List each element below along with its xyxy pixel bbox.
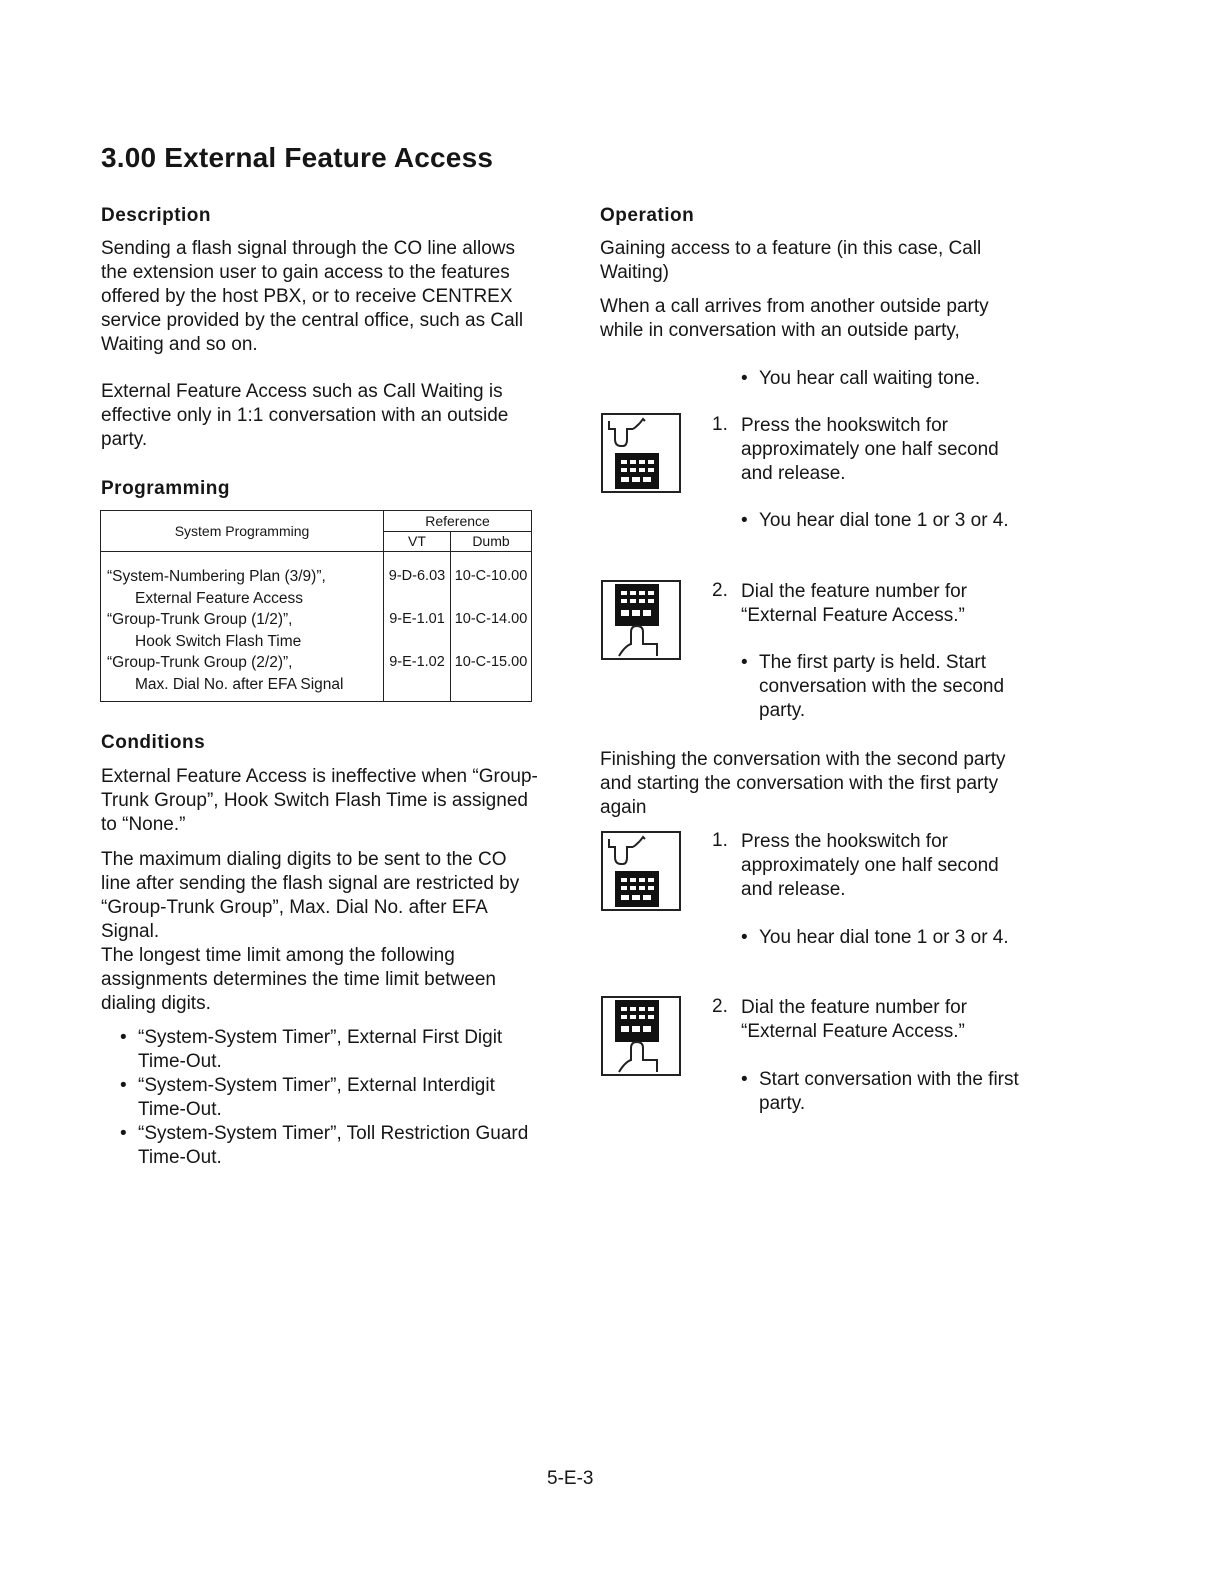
operation-intro-1: Gaining access to a feature (in this case, Call Waiting): [600, 238, 982, 283]
table-vt-value: 9-D-6.03: [388, 568, 446, 584]
header-system-programming: System Programming: [101, 511, 384, 552]
programming-table: [100, 510, 532, 702]
bullet-first-party-held: [741, 651, 1049, 723]
bullet-text: You hear dial tone 1 or 3 or 4.: [759, 510, 1009, 531]
table-vt-cell: [384, 552, 451, 702]
bullet-text: Start conversation with the first party.: [759, 1069, 1019, 1114]
bullet-dot: •: [741, 652, 748, 673]
table-items-cell: [101, 552, 384, 702]
bullet-dot: •: [741, 510, 748, 531]
telephone-hookswitch-icon: [601, 831, 681, 911]
table-row-item: “Group-Trunk Group (1/2)”,: [107, 611, 293, 628]
description-heading: Description: [101, 205, 212, 226]
step-number: 1.: [712, 830, 728, 851]
operation-intro-2: When a call arrives from another outside party while in conversation with an outside party,: [600, 296, 989, 341]
page-title: 3.00 External Feature Access: [101, 142, 494, 173]
table-row-item: “System-Numbering Plan (3/9)”,: [107, 568, 326, 585]
header-dumb: Dumb: [451, 531, 532, 552]
conditions-heading: Conditions: [101, 732, 206, 753]
list-item: • “System-System Timer”, External Interdigit Time-Out.: [120, 1074, 530, 1122]
header-vt: VT: [384, 531, 451, 552]
table-row-item: “Group-Trunk Group (2/2)”,: [107, 654, 293, 671]
table-dumb-value: 10-C-10.00: [454, 568, 528, 584]
table-vt-value: 9-E-1.01: [389, 611, 445, 627]
step-number: 2.: [712, 580, 728, 601]
description-paragraph-1: Sending a flash signal through the CO line allows the extension user to gain access to the features offered by the host PBX, or to receive CENTREX service provided by the central office, such as Call Waiting and so on.: [101, 238, 524, 355]
table-row-sub: External Feature Access: [135, 589, 303, 607]
table-dumb-value: 10-C-15.00: [454, 654, 528, 670]
step-number: 1.: [712, 414, 728, 435]
bullet-dial-tone: [741, 509, 1059, 533]
table-dumb-value: 10-C-14.00: [454, 611, 528, 627]
telephone-dial-icon: [601, 580, 681, 660]
table-dumb-cell: [451, 552, 532, 702]
table-vt-value: 9-E-1.02: [389, 654, 445, 670]
telephone-hookswitch-icon: [601, 413, 681, 493]
page-number: 5-E-3: [547, 1468, 594, 1489]
table-row-sub: Max. Dial No. after EFA Signal: [135, 675, 344, 693]
step-text: Dial the feature number for “External Feature Access.”: [741, 997, 968, 1042]
operation-heading: Operation: [600, 205, 695, 226]
list-item: • “System-System Timer”, Toll Restriction Guard Time-Out.: [120, 1122, 530, 1170]
bullet-call-waiting: [741, 367, 1059, 391]
step-text: Dial the feature number for “External Feature Access.”: [741, 581, 968, 626]
bullet-dot: •: [741, 1069, 748, 1090]
bullet-start-conversation: [741, 1068, 1049, 1116]
telephone-dial-icon: [601, 996, 681, 1076]
header-reference: Reference: [384, 511, 532, 532]
bullet-dot: •: [741, 368, 748, 389]
conditions-paragraph-3: The longest time limit among the following assignments determines the time limit between dialing digits.: [101, 945, 496, 1014]
bullet-dot: •: [741, 927, 748, 948]
finishing-paragraph: Finishing the conversation with the second party and starting the conversation with the first party again: [600, 749, 1006, 818]
conditions-paragraph-1: External Feature Access is ineffective when “Group-Trunk Group”, Hook Switch Flash Time is assigned to “None.”: [101, 766, 538, 835]
conditions-paragraph-2: The maximum dialing digits to be sent to the CO line after sending the flash signal are restricted by “Group-Trunk Group”, Max. Dial No. after EFA Signal.: [101, 849, 520, 942]
step-number: 2.: [712, 996, 728, 1017]
bullet-text: You hear dial tone 1 or 3 or 4.: [759, 927, 1009, 948]
programming-heading: Programming: [101, 478, 231, 499]
step-text: Press the hookswitch for approximately one half second and release.: [741, 415, 999, 484]
bullet-text: You hear call waiting tone.: [759, 368, 981, 389]
bullet-text: The first party is held. Start conversation with the second party.: [759, 652, 1005, 721]
table-row-sub: Hook Switch Flash Time: [135, 632, 302, 650]
bullet-dial-tone: [741, 926, 1059, 950]
step-text: Press the hookswitch for approximately one half second and release.: [741, 831, 999, 900]
description-paragraph-2: External Feature Access such as Call Waiting is effective only in 1:1 conversation with an outside party.: [101, 381, 509, 450]
conditions-bullet-list: [120, 1026, 530, 1170]
list-item: • “System-System Timer”, External First Digit Time-Out.: [120, 1026, 530, 1074]
